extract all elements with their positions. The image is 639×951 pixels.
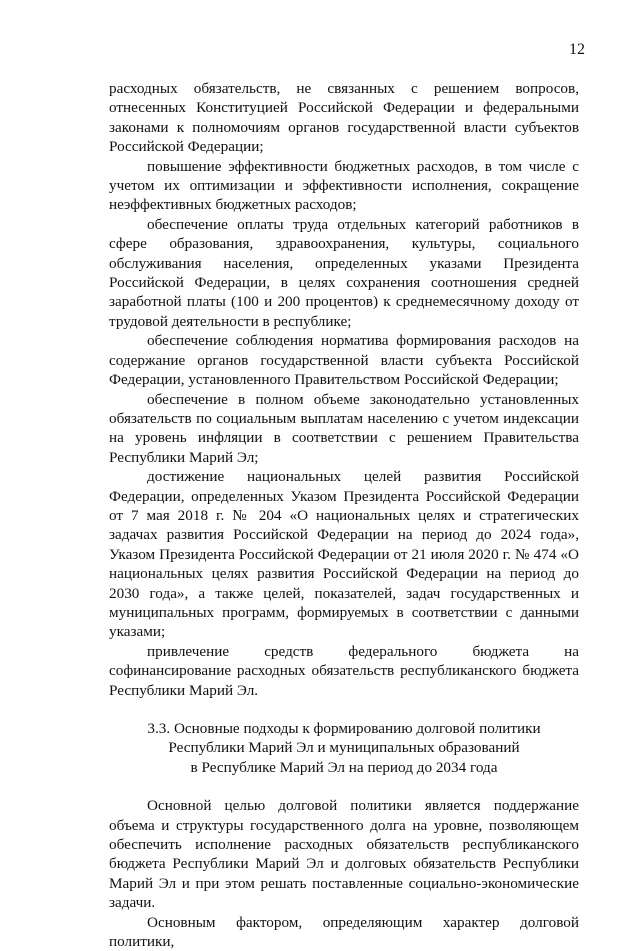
section-heading-line: Республики Марий Эл и муниципальных образований [168,739,520,757]
paragraph: Основным фактором, определяющим характер долговой политики, [109,913,579,951]
paragraph: повышение эффективности бюджетных расходов, в том числе с учетом их оптимизации и эффективности исполнения, сокращение неэффективных бюджетных расходов; [109,157,579,214]
paragraph: достижение национальных целей развития Российской Федерации, определенных Указом Президента Российской Федерации от 7 мая 2018 г. № 204 «О национальных целях и стратегических задачах развития Российской Федерации на период до 2024 года», Указом Президента Российской Федерации от 21 июля 2020 г. № 474 «О национальных целях развития Российской Федерации на период до 2030 года», а также целей, показателей, задач государственных и муниципальных программ, формируемых в соответствии с данными указами; [109,468,579,641]
paragraph: обеспечение соблюдения норматива формирования расходов на содержание органов государственной власти субъекта Российской Федерации, установленного Правительством Российской Федерации; [109,332,579,389]
document-body [109,79,579,951]
section-heading [109,719,579,777]
section-heading-line: в Республике Марий Эл на период до 2034 года [190,758,498,776]
paragraph: обеспечение в полном объеме законодательно установленных обязательств по социальным выплатам населению с учетом индексации на уровень инфляции в соответствии с решением Правительства Республики Марий Эл; [109,390,579,466]
paragraph: Основной целью долговой политики является поддержание объема и структуры государственного долга на уровне, позволяющем обеспечить исполнение расходных обязательств республиканского бюджета Республики Марий Эл и долговых обязательств Республики Марий Эл и при этом решать поставленные социально-экономические задачи. [109,797,579,912]
paragraph: обеспечение оплаты труда отдельных категорий работников в сфере образования, здравоохранения, культуры, социального обслуживания населения, определенных указами Президента Российской Федерации, в целях сохранения соотношения средней заработной платы (100 и 200 процентов) к среднемесячному доходу от трудовой деятельности в республике; [109,215,579,330]
paragraph: расходных обязательств, не связанных с решением вопросов, отнесенных Конституцией Российской Федерации и федеральными законами к полномочиям органов государственной власти субъектов Российской Федерации; [109,80,579,156]
page-number: 12 [569,41,585,58]
paragraph: привлечение средств федерального бюджета на софинансирование расходных обязательств республиканского бюджета Республики Марий Эл. [109,642,579,699]
section-heading-line: 3.3. Основные подходы к формированию долговой политики [147,720,541,737]
